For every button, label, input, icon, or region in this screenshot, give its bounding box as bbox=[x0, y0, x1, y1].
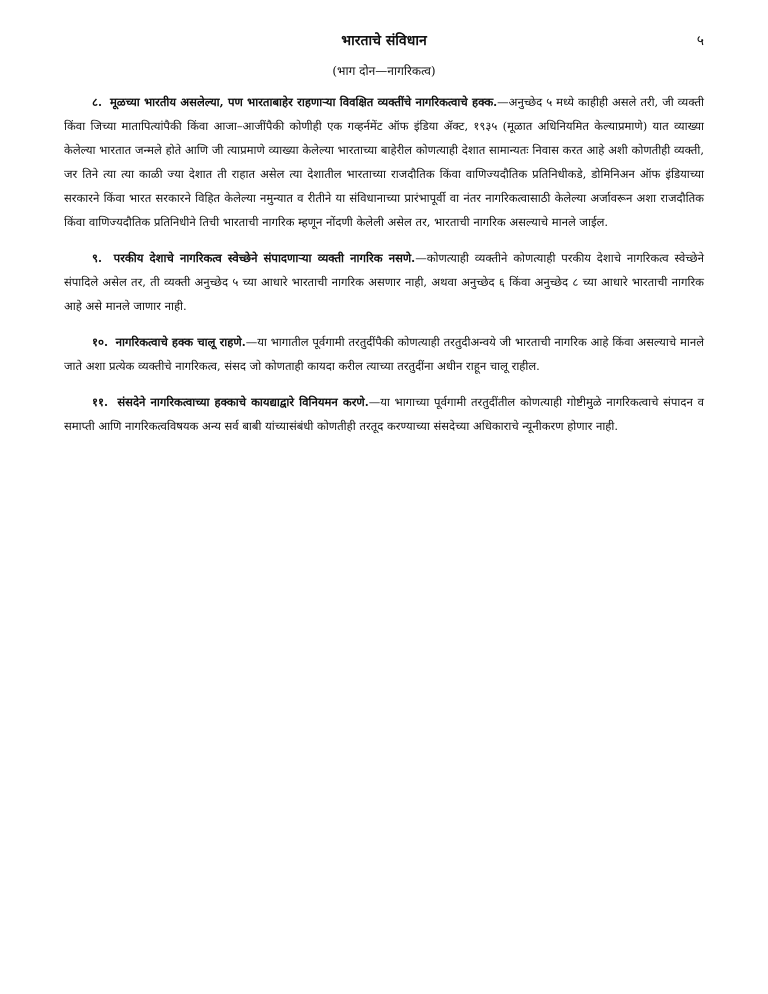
article-heading: परकीय देशाचे नागरिकत्व स्वेच्छेने संपादणाऱ्या व्यक्ती नागरिक नसणे. bbox=[113, 251, 416, 265]
article-number: १०. bbox=[92, 335, 108, 349]
page-header bbox=[64, 30, 704, 54]
article-text: —कोणत्याही व्यक्तीने कोणत्याही परकीय देशाचे नागरिकत्व स्वेच्छेने संपादिले असेल तर, ती व्यक्ती अनुच्छेद ५ च्या आधारे भारताची नागरिक असणार नाही, अथवा अनुच्छेद ६ किंवा अनुच्छेद ८ च्या आधारे भारताची नागरिक आहे असे मानले जाणार नाही. bbox=[64, 251, 705, 313]
part-label: (भाग दोन—नागरिकत्व) bbox=[332, 64, 436, 78]
article-text: —या भागातील पूर्वगामी तरतुदींपैकी कोणत्याही तरतुदीअन्वये जी भारताची नागरिक आहे किंवा असल्याचे मानले जाते अशा प्रत्येक व्यक्तीचे नागरिकत्व, संसद जो कोणताही कायदा करील त्याच्या तरतुदींना अधीन राहून चालू राहील. bbox=[64, 335, 705, 373]
article-heading: नागरिकत्वाचे हक्क चालू राहणे. bbox=[115, 335, 246, 349]
article-number: ११. bbox=[92, 395, 108, 409]
article-text: —अनुच्छेद ५ मध्ये काहीही असले तरी, जी व्यक्ती किंवा जिच्या मातापित्यांपैकी किंवा आजा–आजींपैकी कोणीही एक गव्हर्नमेंट ऑफ इंडिया ॲक्ट, १९३५ (मूळात अधिनियमित केल्याप्रमाणे) यात व्याख्या केलेल्या भारतात जन्मले होते आणि जी त्याप्रमाणे व्याख्या केलेल्या भारताच्या बाहेरील कोणत्याही देशात सामान्यतः निवास करत आहे अशी कोणतीही व्यक्ती, जर तिने त्या त्या काळी ज्या देशात ती राहात असेल त्या देशातील भारताच्या राजदौतिक किंवा वाणिज्यदौतिक प्रतिनिधीकडे, डोमिनिअन ऑफ इंडियाच्या सरकारने किंवा भारत सरकारने विहित केलेल्या नमुन्यात व रीतीने या संविधानाच्या प्रारंभापूर्वी वा नंतर नागरिकत्वासाठी केलेल्या अर्जावरून अशा राजदौतिक किंवा वाणिज्यदौतिक प्रतिनिधीने तिची भारताची नागरिक म्हणून नोंदणी केलेली असेल तर, भारताची नागरिक असल्याचे मानले जाईल. bbox=[64, 95, 704, 229]
article-number: ८. bbox=[92, 95, 102, 109]
article-heading: संसदेने नागरिकत्वाच्या हक्काचे कायद्याद्वारे विनियमन करणे. bbox=[117, 395, 369, 409]
article-8 bbox=[64, 90, 704, 234]
article-text: —या भागाच्या पूर्वगामी तरतुदींतील कोणत्याही गोष्टीमुळे नागरिकत्वाचे संपादन व समाप्ती आणि नागरिकत्वविषयक अन्य सर्व बाबी यांच्यासंबंधी कोणतीही तरतूद करण्याच्या संसदेच्या अधिकाराचे न्यूनीकरण होणार नाही. bbox=[64, 395, 705, 433]
article-number: ९. bbox=[92, 251, 102, 265]
article-11 bbox=[64, 390, 704, 438]
document-body bbox=[64, 90, 704, 450]
page-number: ५ bbox=[696, 33, 704, 49]
article-10 bbox=[64, 330, 704, 378]
document-title: भारताचे संविधान bbox=[341, 33, 427, 49]
article-9 bbox=[64, 246, 704, 318]
article-heading: मूळच्या भारतीय असलेल्या, पण भारताबाहेर राहणाऱ्या विवक्षित व्यक्तींचे नागरिकत्वाचे हक्क. bbox=[109, 95, 498, 109]
